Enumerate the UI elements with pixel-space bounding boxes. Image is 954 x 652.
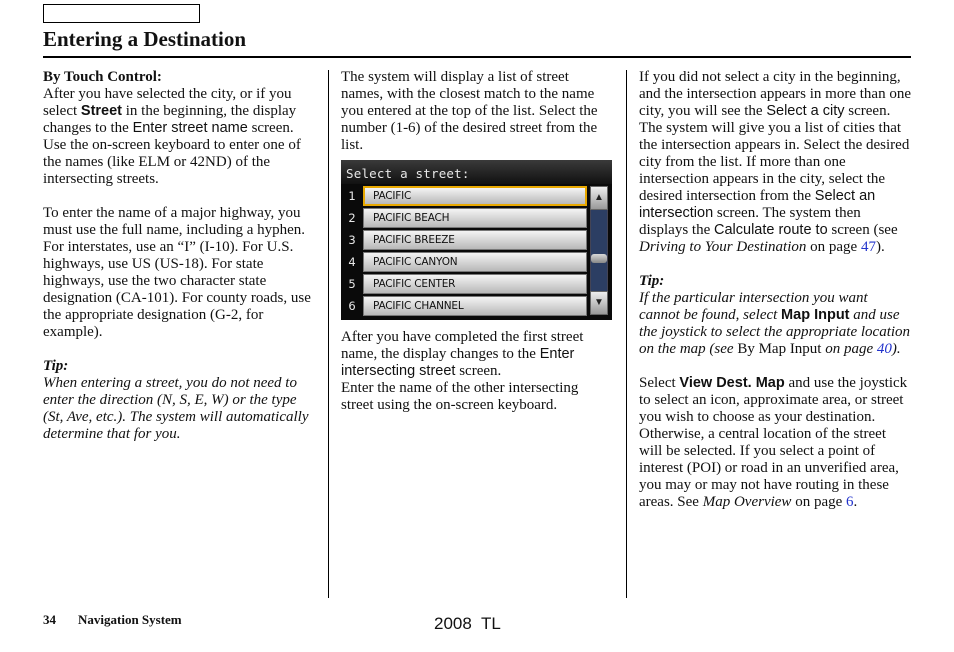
page-title: Entering a Destination bbox=[43, 27, 247, 51]
street-button[interactable]: PACIFIC CANYON bbox=[363, 252, 587, 272]
tip-text: If the particular intersection you want cannot be found, select Map Input and use the joystick to select the appropriate location on the map (see By Map Input on page 40). bbox=[639, 290, 911, 357]
scrollbar-thumb[interactable] bbox=[591, 254, 607, 263]
paragraph: The system will display a list of street names, with the closest match to the name you entered at the top of the list. Select the number (1-6) of the desired street from the list. bbox=[341, 69, 598, 153]
paragraph: After you have selected the city, or if you select Street in the beginning, the display changes to the Enter street name screen. Use the on-screen keyboard to enter one of the names (like ELM or 42ND) of the intersecting streets. bbox=[43, 86, 301, 187]
row-number: 5 bbox=[348, 277, 356, 291]
street-list-item[interactable] bbox=[345, 274, 589, 294]
tip-label: Tip: bbox=[43, 358, 69, 374]
ui-term-map-input: Map Input bbox=[781, 307, 850, 323]
section-heading: By Touch Control: bbox=[43, 69, 162, 85]
column-right bbox=[639, 69, 911, 528]
screen-title: Select a street: bbox=[346, 166, 470, 181]
page-link[interactable]: 47 bbox=[860, 239, 876, 255]
street-list-item[interactable] bbox=[345, 230, 589, 250]
column-left bbox=[43, 69, 317, 460]
ui-term-view-dest-map: View Dest. Map bbox=[679, 375, 785, 391]
ui-term-street: Street bbox=[80, 103, 123, 119]
nav-screen-select-street bbox=[341, 160, 612, 320]
street-button[interactable]: PACIFIC CHANNEL bbox=[363, 296, 587, 316]
street-list-item[interactable] bbox=[345, 208, 589, 228]
row-number: 2 bbox=[348, 211, 356, 225]
column-divider bbox=[626, 70, 627, 598]
street-button[interactable]: PACIFIC BEACH bbox=[363, 208, 587, 228]
ui-term-enter-street-name: Enter street name bbox=[132, 120, 248, 136]
column-middle bbox=[341, 69, 613, 431]
page-link[interactable]: 6 bbox=[846, 494, 854, 510]
street-list-item[interactable] bbox=[345, 252, 589, 272]
tip-label: Tip: bbox=[639, 273, 665, 289]
tip-text: When entering a street, you do not need to enter the direction (N, S, E, W) or the type (St, Ave, etc.). The system will automatically determine that for you. bbox=[43, 375, 309, 442]
paragraph: After you have completed the first street name, the display changes to the Enter intersecting street screen. bbox=[341, 329, 584, 379]
arrow-down-icon[interactable]: ▼ bbox=[590, 291, 608, 315]
page-link[interactable]: 40 bbox=[876, 341, 892, 357]
page-number: 34 bbox=[43, 612, 56, 627]
street-list-item[interactable] bbox=[345, 186, 589, 206]
ui-term-calculate-route-to: Calculate route to bbox=[714, 222, 828, 238]
paragraph: Enter the name of the other intersecting street using the on-screen keyboard. bbox=[341, 380, 579, 413]
title-rule bbox=[43, 56, 911, 58]
column-divider bbox=[328, 70, 329, 598]
paragraph: Select View Dest. Map and use the joystick to select an icon, approximate area, or street you wish to choose as your destination. Otherwise, a central location of the street will be selected. If you select a point of interest (POI) or road in an unverified area, you may or may not have routing in these areas. See Map Overview on page 6. bbox=[639, 375, 908, 510]
street-list-item[interactable] bbox=[345, 296, 589, 316]
row-number: 6 bbox=[348, 299, 356, 313]
arrow-up-icon[interactable]: ▲ bbox=[590, 186, 608, 210]
street-button[interactable]: PACIFIC CENTER bbox=[363, 274, 587, 294]
header-box bbox=[43, 4, 200, 23]
ui-term-select-a-city: Select a city bbox=[766, 103, 845, 119]
footer-section: Navigation System bbox=[78, 612, 182, 627]
street-button[interactable]: PACIFIC bbox=[363, 186, 587, 206]
paragraph: If you did not select a city in the beginning, and the intersection appears in more than one city, you will see the Select a city screen. The system will give you a list of cities that the intersection appears in. Select the desired city from the list. If more than one intersection appears in the city, select the desired intersection from the Select an intersection screen. The system then displays the Calculate route to screen (see Driving to Your Destination on page 47). bbox=[639, 69, 911, 255]
footer-model: 2008 TL bbox=[434, 614, 501, 633]
row-number: 4 bbox=[348, 255, 356, 269]
paragraph: To enter the name of a major highway, you must use the full name, including a hyphen. For interstates, use an “I” (I-10). For U.S. highways, use US (US-18). For state highways, use the two character state designation (CA-101). For county roads, use the appropriate designation (G-2, for example). bbox=[43, 205, 311, 340]
ui-term-enter-intersecting-street: Enter intersecting street bbox=[341, 346, 575, 379]
ui-term-select-an-intersection: Select an intersection bbox=[639, 188, 876, 221]
street-button[interactable]: PACIFIC BREEZE bbox=[363, 230, 587, 250]
row-number: 3 bbox=[348, 233, 356, 247]
row-number: 1 bbox=[348, 189, 356, 203]
